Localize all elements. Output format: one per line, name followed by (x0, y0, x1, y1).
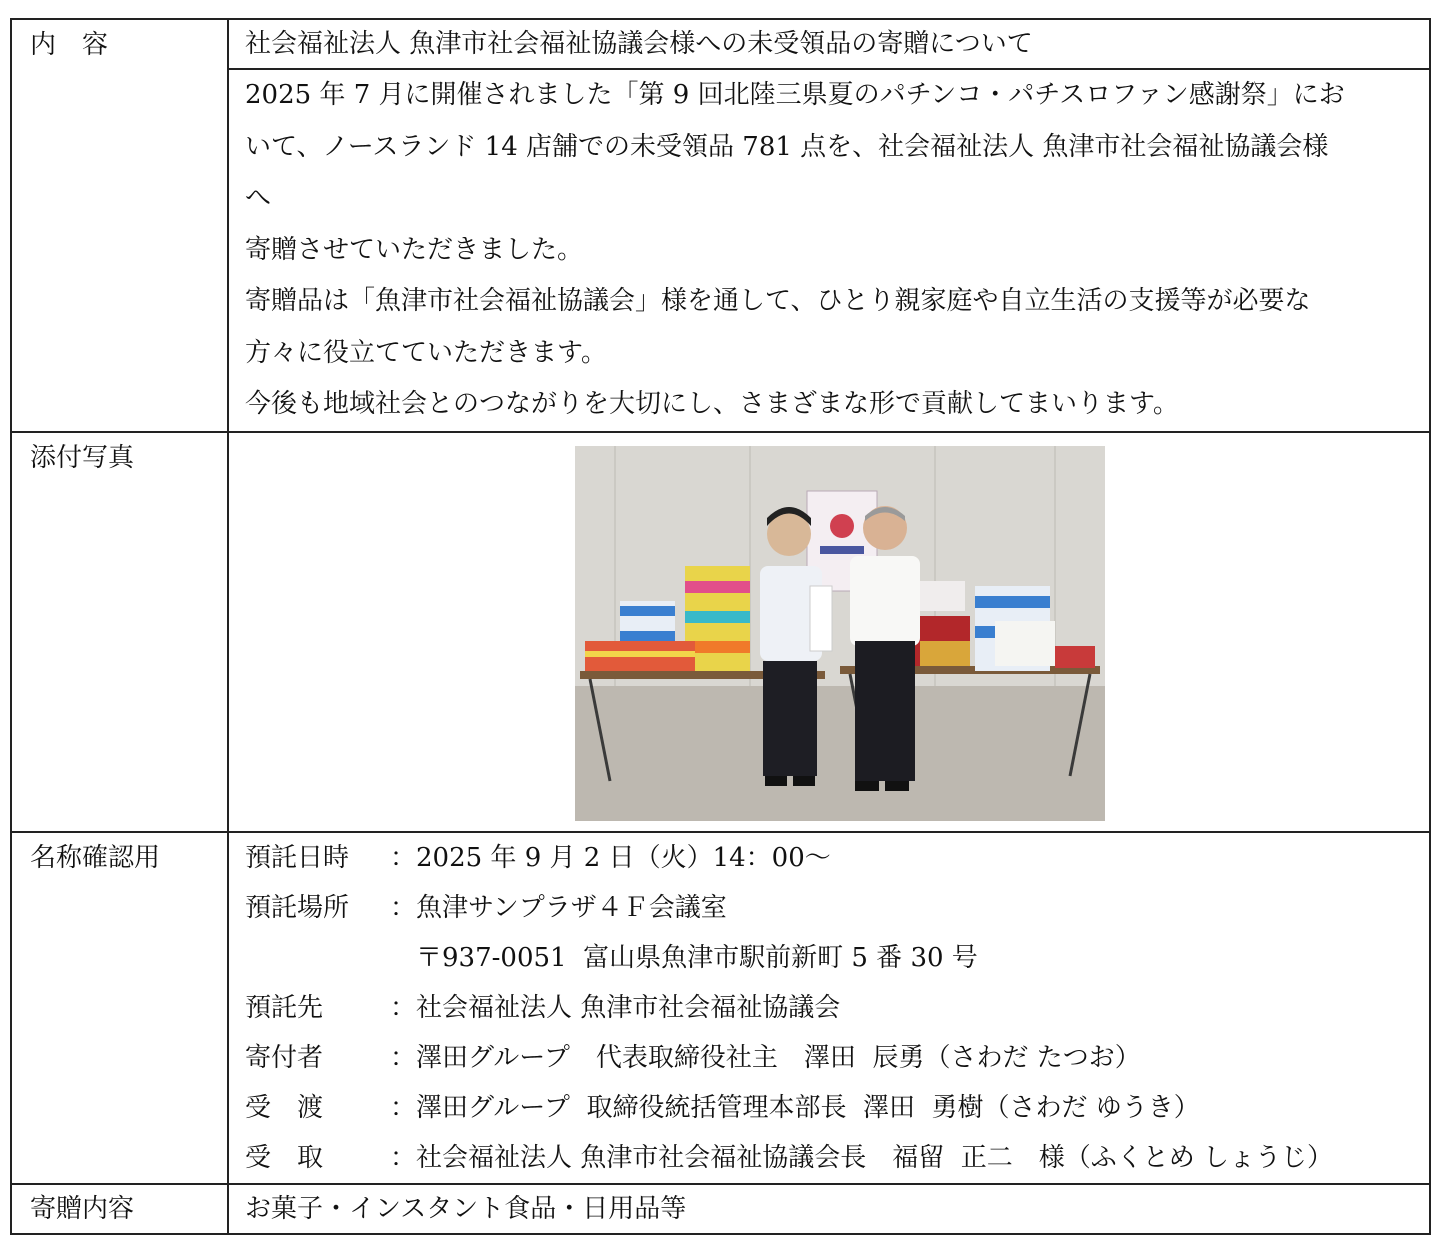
info-value: ：社会福祉法人 魚津市社会福祉協議会長 福留 正二 様（ふくとめ しょうじ） (390, 1142, 1334, 1173)
info-item (245, 883, 1419, 933)
body-line: いて、ノースランド 14 店舗での未受領品 781 点を、社会福祉法人 魚津市社会福祉協議会様 (245, 131, 1329, 162)
info-value: ：澤田グループ 代表取締役社主 澤田 辰勇（さわだ たつお） (390, 1042, 1141, 1073)
info-item (245, 1083, 1419, 1133)
photo-label: 添付写真 (11, 432, 228, 832)
photo-cell (228, 432, 1430, 832)
info-key: 受 取 (245, 1142, 324, 1173)
content-title-row (11, 19, 1430, 69)
info-key: 寄付者 (245, 1042, 324, 1073)
info-item (245, 933, 1419, 983)
info-key: 預託先 (245, 992, 324, 1023)
info-key: 預託場所 (245, 892, 350, 923)
info-label: 名称確認用 (11, 832, 228, 1184)
attached-photo (575, 446, 1105, 821)
info-value: ：2025 年 9 月 2 日（火）14：00～ (390, 842, 831, 873)
photo-handover-ceremony (575, 446, 1105, 821)
body-line: へ (245, 183, 272, 213)
info-value: ：魚津サンプラザ４Ｆ会議室 (390, 892, 727, 923)
content-body (228, 69, 1430, 432)
info-value: ：社会福祉法人 魚津市社会福祉協議会 (390, 992, 841, 1023)
info-item (245, 1133, 1419, 1183)
info-cell (228, 832, 1430, 1184)
document-table (10, 18, 1431, 1235)
info-item (245, 983, 1419, 1033)
donation-label: 寄贈内容 (11, 1184, 228, 1234)
donation-row (11, 1184, 1430, 1234)
info-key: 預託日時 (245, 842, 350, 873)
body-line: 今後も地域社会とのつながりを大切にし、さまざまな形で貢献してまいります。 (245, 389, 1179, 419)
info-item (245, 833, 1419, 883)
photo-row (11, 432, 1430, 832)
info-row (11, 832, 1430, 1184)
info-value: ：澤田グループ 取締役統括管理本部長 澤田 勇樹（さわだ ゆうき） (390, 1092, 1200, 1123)
info-item (245, 1033, 1419, 1083)
content-label: 内 容 (11, 19, 228, 432)
info-key: 受 渡 (245, 1092, 324, 1123)
content-title: 社会福祉法人 魚津市社会福祉協議会様への未受領品の寄贈について (228, 19, 1430, 69)
donation-value: お菓子・インスタント食品・日用品等 (228, 1184, 1430, 1234)
body-line: 2025 年 7 月に開催されました「第 9 回北陸三県夏のパチンコ・パチスロファン感謝祭」にお (245, 80, 1345, 110)
body-line: 寄贈させていただきました。 (245, 234, 584, 265)
body-line: 方々に役立てていただきます。 (245, 337, 607, 368)
info-value: 〒937-0051 富山県魚津市駅前新町 5 番 30 号 (390, 942, 978, 973)
body-line: 寄贈品は「魚津市社会福祉協議会」様を通して、ひとり親家庭や自立生活の支援等が必要な (245, 286, 1311, 316)
